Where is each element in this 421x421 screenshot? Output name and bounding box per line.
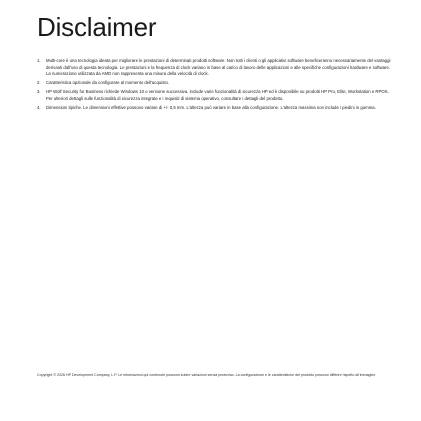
note-text: HP Wolf Security for Business richiede Windows 10 o versione successiva, include varie funzionalità di sicurezza HP ed è disponibile su prodotti HP Pro, Elite, Workstation e RPOS. Per ulteriori dettagli sulle funzionalità di sicurezza integrate e i requisiti di sistema operativo, consultare i dettagli del prodotto. [46, 89, 389, 101]
note-text: Multi-core è una tecnologia ideata per migliorare le prestazioni di determinati prodotti software. Non tutti i clienti o gli applicativi software beneficeranno necessariamente del vantaggi derivanti dall'uso di questa tecnologia. Le prestazioni e la frequenza di clock variano in base al carico di lavoro delle applicazioni e alle specifiche configurazioni hardware e software. La numerazione utilizzata da AMD non rappresenta una misura della velocità di clock. [46, 58, 391, 77]
list-item [37, 89, 391, 102]
note-number: 2. [37, 80, 41, 86]
disclaimer-notes-list [37, 58, 391, 111]
note-text: Dimensioni tipiche. Le dimensioni effettive possono variare di +/- 0,5 mm. L'altezza può variare in base alla configurazione. L'altezza massima non include i piedini in gomma. [46, 104, 376, 110]
list-item [37, 58, 391, 78]
note-text: Caratteristica opzionale da configurare al momento dell'acquisto. [46, 80, 170, 86]
note-number: 4. [37, 104, 41, 110]
copyright-footer: Copyright © 2026 HP Development Company, L.P. Le informazioni qui contenute possono subire variazioni senza preavviso. La configurazione e le caratteristiche del prodotto possono differire rispetto all'immagine. [37, 373, 377, 377]
page-title: Disclaimer [37, 12, 157, 42]
note-number: 3. [37, 89, 41, 95]
list-item [37, 80, 391, 87]
list-item [37, 105, 391, 112]
note-number: 1. [37, 58, 41, 63]
